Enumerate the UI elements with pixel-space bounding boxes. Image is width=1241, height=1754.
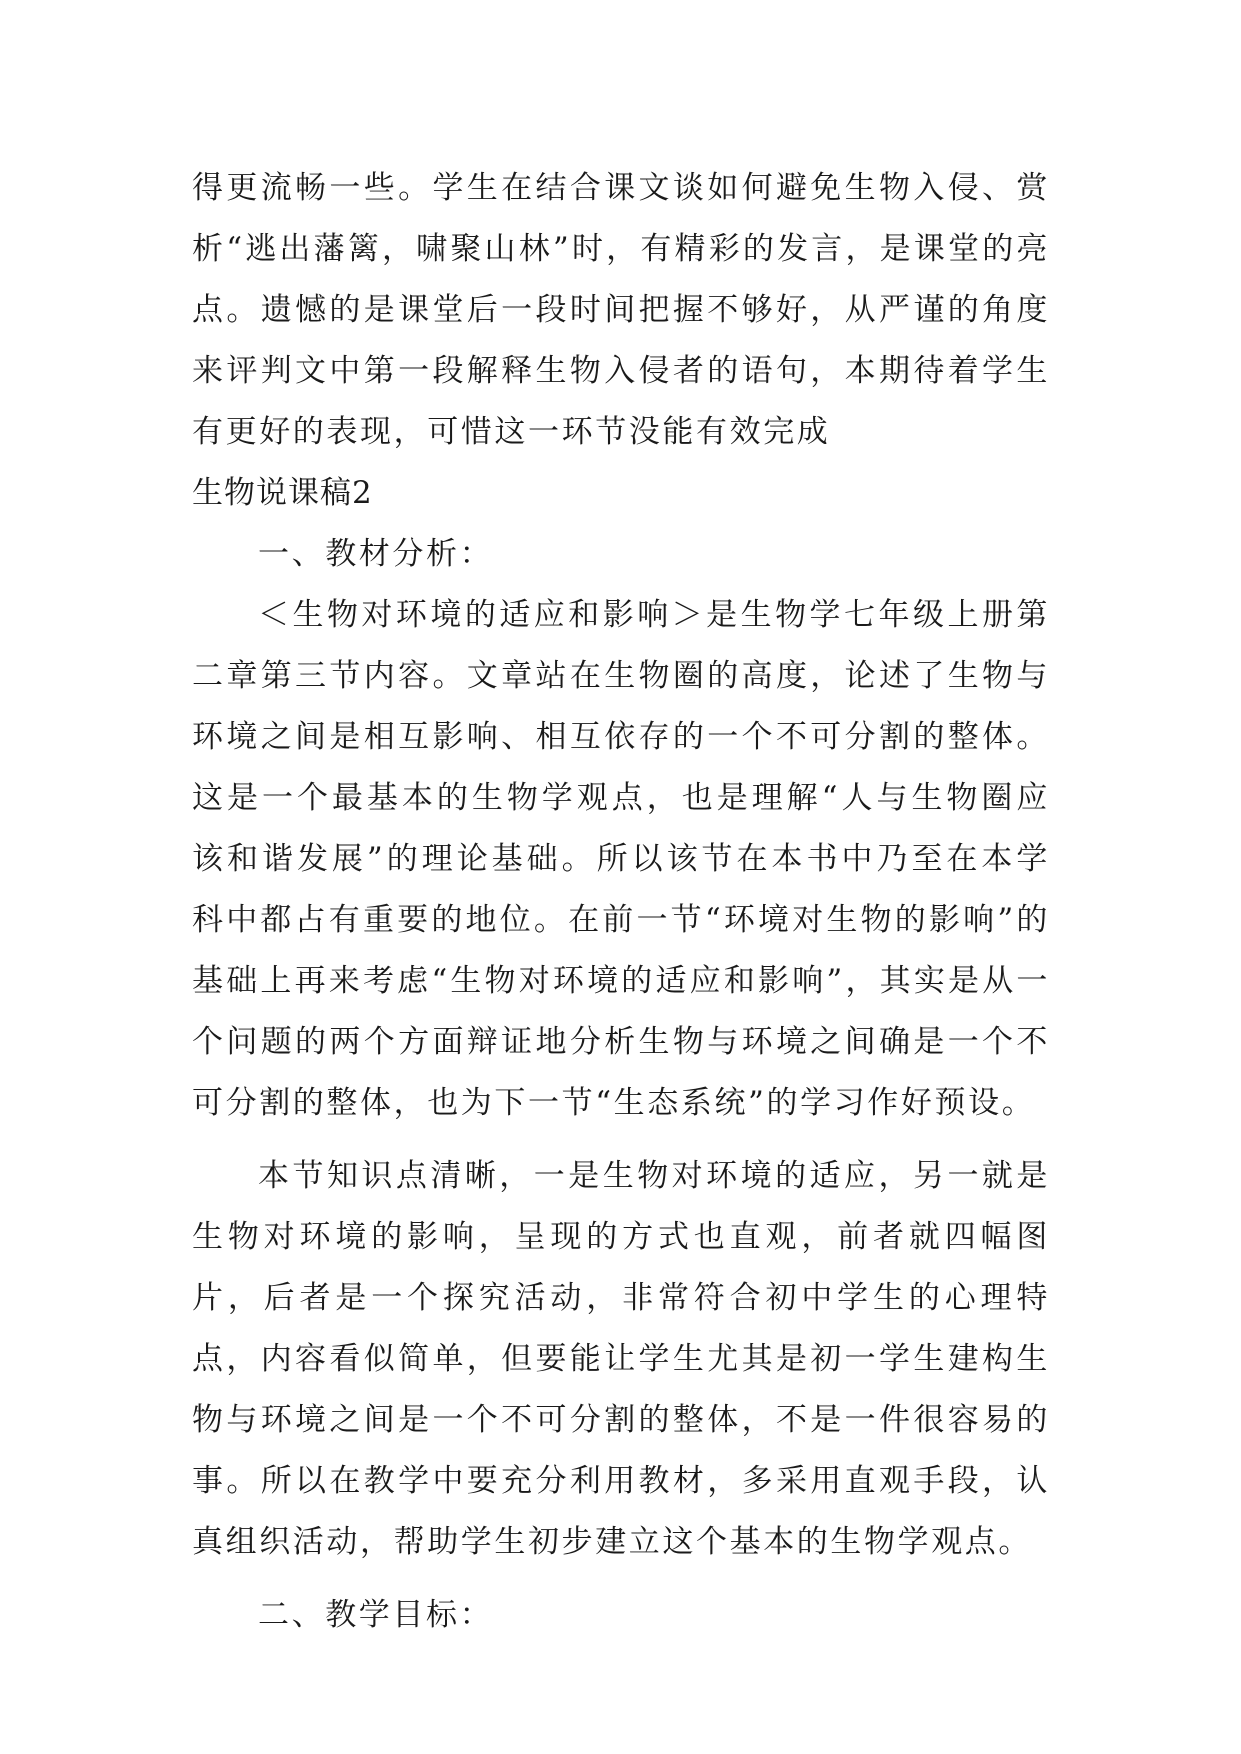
paragraph-knowledge-points: 本节知识点清晰，一是生物对环境的适应，另一就是生物对环境的影响，呈现的方式也直观，前者就四幅图片，后者是一个探究活动，非常符合初中学生的心理特点，内容看似简单，但要能让学生尤其是初一学生建构生物与环境之间是一个不可分割的整体，不是一件很容易的事。所以在教学中要充分利用教材，多采用直观手段，认真组织活动，帮助学生初步建立这个基本的生物学观点。: [192, 1158, 1050, 1560]
paragraph-textbook-analysis: ＜生物对环境的适应和影响＞是生物学七年级上册第二章第三节内容。文章站在生物圈的高度，论述了生物与环境之间是相互影响、相互依存的一个不可分割的整体。这是一个最基本的生物学观点，也是理解“人与生物圈应该和谐发展”的理论基础。所以该节在本书中乃至在本学科中都占有重要的地位。在前一节“环境对生物的影响”的基础上再来考虑“生物对环境的适应和影响”，其实是从一个问题的两个方面辩证地分析生物与环境之间确是一个不可分割的整体，也为下一节“生态系统”的学习作好预设。: [192, 597, 1050, 1121]
paragraph-continuation: 得更流畅一些。学生在结合课文谈如何避免生物入侵、赏析“逃出藩篱，啸聚山林”时，有精彩的发言，是课堂的亮点。遗憾的是课堂后一段时间把握不够好，从严谨的角度来评判文中第一段解释生物入侵者的语句，本期待着学生有更好的表现，可惜这一环节没能有效完成: [192, 170, 1050, 450]
document-body: [192, 158, 1050, 1646]
section-heading-teaching-goals: 二、教学目标：: [258, 1597, 494, 1633]
section-heading-textbook-analysis: 一、教材分析：: [258, 536, 494, 572]
section-title: 生物说课稿2: [192, 475, 373, 511]
